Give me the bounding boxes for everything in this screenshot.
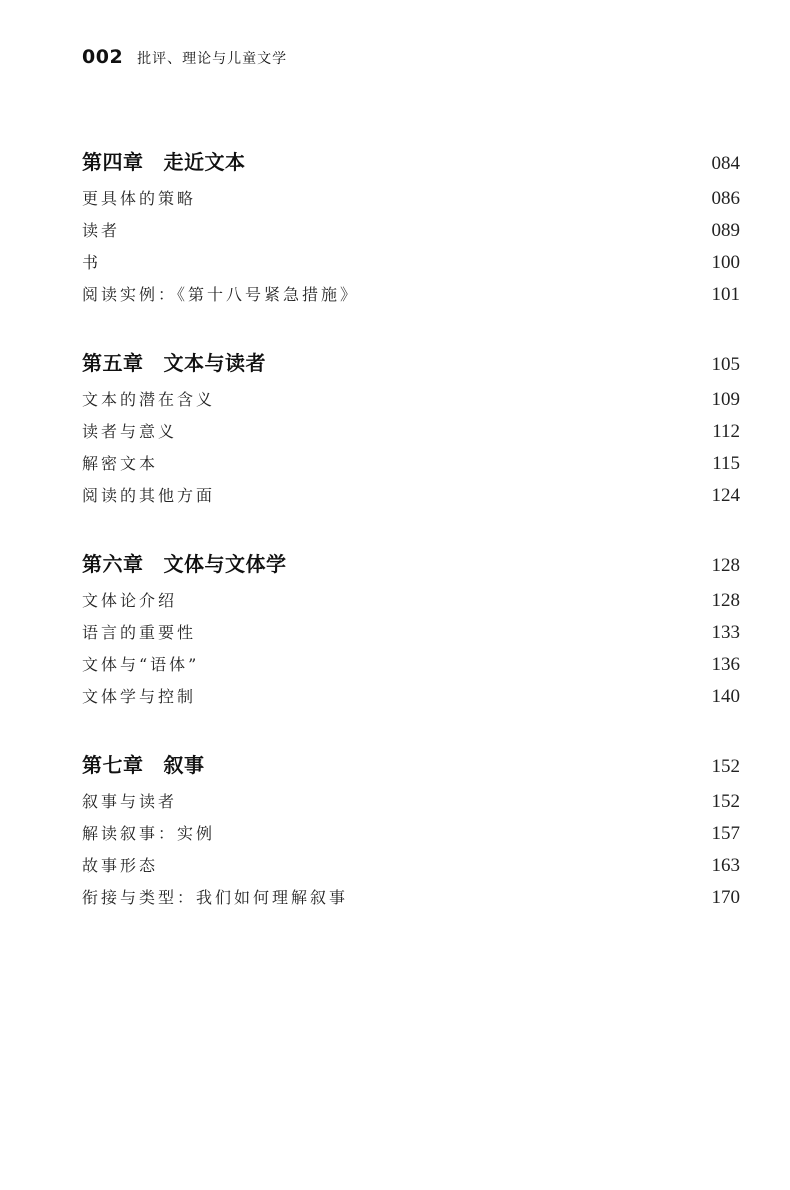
- entry-title: 故事形态: [82, 856, 159, 875]
- toc-entry[interactable]: [82, 652, 740, 684]
- entry-page: 140: [711, 686, 740, 707]
- entry-page: 101: [711, 284, 740, 305]
- entry-title: 文体学与控制: [82, 687, 197, 706]
- toc-entry[interactable]: [82, 789, 740, 821]
- chapter-title: [82, 749, 205, 778]
- chapter-name: 叙事: [163, 753, 205, 777]
- chapter-label: 第七章: [82, 753, 144, 777]
- table-of-contents: [82, 146, 740, 950]
- toc-entry[interactable]: [82, 218, 740, 250]
- chapter-page: 105: [711, 354, 740, 375]
- chapter-page: 152: [711, 756, 740, 777]
- toc-entry[interactable]: [82, 451, 740, 483]
- toc-entry[interactable]: [82, 620, 740, 652]
- chapter-page: 084: [711, 153, 740, 174]
- entry-page: 170: [711, 887, 740, 908]
- chapter-heading[interactable]: [82, 749, 740, 783]
- chapter-7: [82, 749, 740, 917]
- entry-title: 读者: [82, 221, 121, 240]
- chapter-name: 走近文本: [163, 150, 246, 174]
- running-header: [82, 46, 287, 74]
- toc-entry[interactable]: [82, 853, 740, 885]
- chapter-6: [82, 548, 740, 716]
- entry-title: 解密文本: [82, 454, 159, 473]
- chapter-label: 第四章: [82, 150, 144, 174]
- entry-title: 衔接与类型：我们如何理解叙事: [82, 888, 349, 907]
- chapter-name: 文本与读者: [163, 351, 266, 375]
- entry-title: 更具体的策略: [82, 189, 197, 208]
- entry-title: 阅读实例：《第十八号紧急措施》: [82, 285, 360, 304]
- page-number: 002: [82, 46, 124, 68]
- entry-page: 157: [711, 823, 740, 844]
- toc-entry[interactable]: [82, 885, 740, 917]
- chapter-page: 128: [711, 555, 740, 576]
- chapter-label: 第六章: [82, 552, 144, 576]
- entry-page: 086: [711, 188, 740, 209]
- entry-title: 文体论介绍: [82, 591, 178, 610]
- toc-entry[interactable]: [82, 282, 740, 314]
- chapter-title: [82, 548, 287, 577]
- entry-page: 124: [711, 485, 740, 506]
- entry-title: 叙事与读者: [82, 792, 178, 811]
- toc-entry[interactable]: [82, 387, 740, 419]
- chapter-4: [82, 146, 740, 314]
- entry-page: 112: [712, 421, 740, 442]
- entry-title: 阅读的其他方面: [82, 486, 216, 505]
- entry-page: 089: [711, 220, 740, 241]
- entry-page: 163: [711, 855, 740, 876]
- entry-page: 133: [711, 622, 740, 643]
- entry-title: 解读叙事：实例: [82, 824, 216, 843]
- entry-page: 152: [711, 791, 740, 812]
- chapter-5: [82, 347, 740, 515]
- toc-entry[interactable]: [82, 684, 740, 716]
- entry-page: 128: [711, 590, 740, 611]
- chapter-title: [82, 347, 266, 376]
- entry-page: 100: [711, 252, 740, 273]
- toc-entry[interactable]: [82, 483, 740, 515]
- toc-entry[interactable]: [82, 186, 740, 218]
- toc-entry[interactable]: [82, 419, 740, 451]
- toc-entry[interactable]: [82, 588, 740, 620]
- entry-title: 文本的潜在含义: [82, 390, 216, 409]
- chapter-label: 第五章: [82, 351, 144, 375]
- entry-title: 语言的重要性: [82, 623, 197, 642]
- toc-entry[interactable]: [82, 250, 740, 282]
- chapter-heading[interactable]: [82, 347, 740, 381]
- chapter-title: [82, 146, 246, 175]
- book-title: 批评、理论与儿童文学: [137, 51, 288, 67]
- chapter-heading[interactable]: [82, 548, 740, 582]
- toc-entry[interactable]: [82, 821, 740, 853]
- chapter-heading[interactable]: [82, 146, 740, 180]
- entry-title: 读者与意义: [82, 422, 178, 441]
- entry-page: 136: [711, 654, 740, 675]
- entry-title: 书: [82, 253, 102, 272]
- entry-page: 109: [711, 389, 740, 410]
- chapter-name: 文体与文体学: [163, 552, 287, 576]
- entry-title: 文体与“语体”: [82, 655, 200, 674]
- entry-page: 115: [712, 453, 740, 474]
